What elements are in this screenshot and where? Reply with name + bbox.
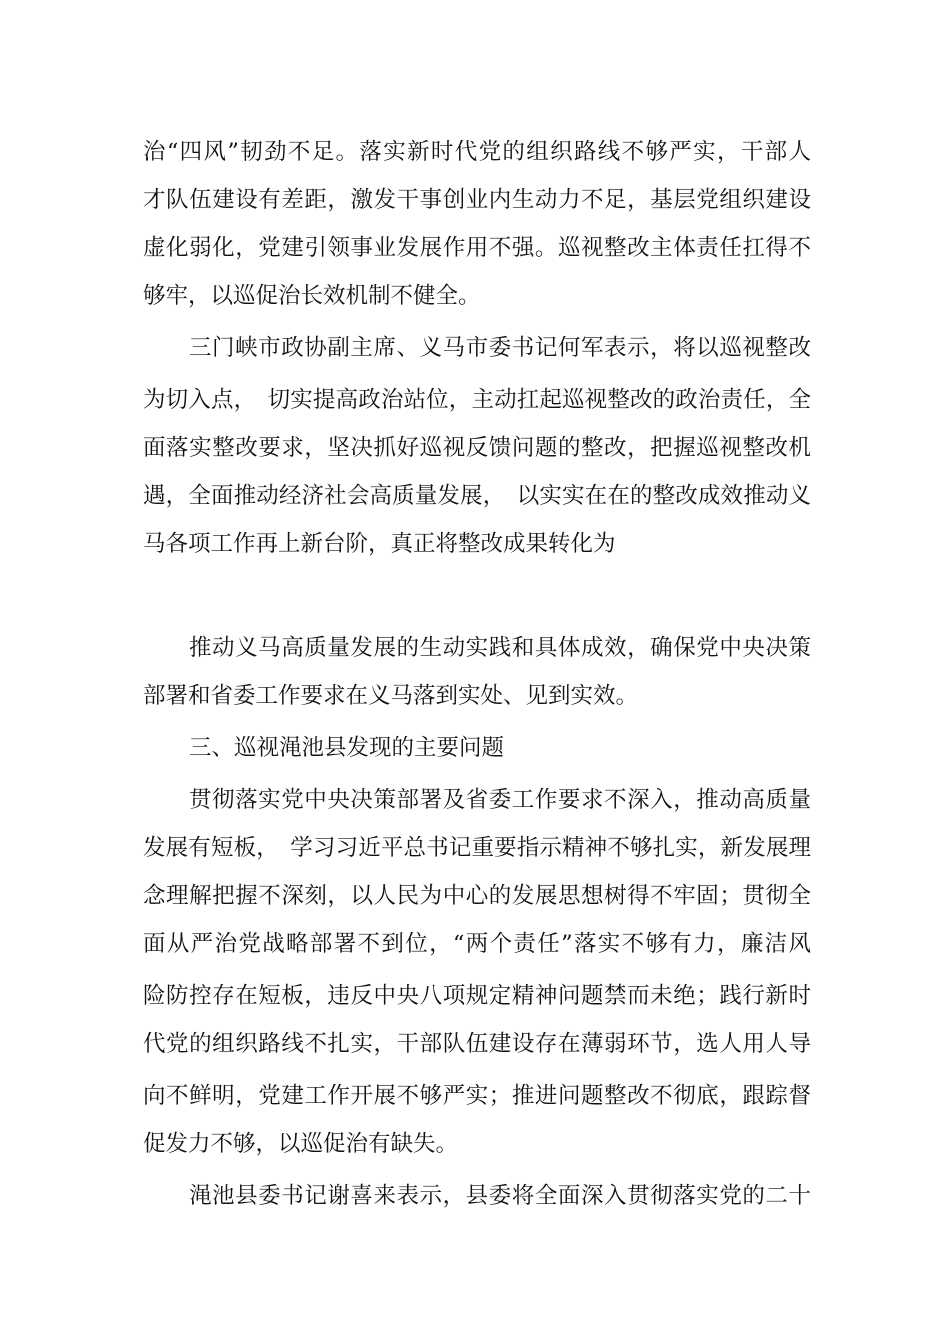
section-heading: 三、巡视渑池县发现的主要问题 [189,735,505,761]
text-line-16: 面从严治党战略部署不到位，“两个责任”落实不够有力，廉洁风 [143,931,811,957]
text-line-15: 念理解把握不深刻，以人民为中心的发展思想树得不牢固；贯彻全 [143,883,811,909]
text-line-11: 部署和省委工作要求在义马落到实处、见到实效。 [143,683,639,709]
text-line-7: 面落实整改要求，坚决抓好巡视反馈问题的整改，把握巡视整改机 [143,435,811,461]
text-line-14: 发展有短板， 学习习近平总书记重要指示精神不够扎实，新发展理 [143,835,811,861]
text-line-4: 够牢，以巡促治长效机制不健全。 [143,283,481,309]
text-line-19: 向不鲜明，党建工作开展不够严实；推进问题整改不彻底，跟踪督 [143,1083,811,1109]
text-line-10: 推动义马高质量发展的生动实践和具体成效，确保党中央决策 [189,635,811,661]
text-line-6: 为切入点， 切实提高政治站位，主动扛起巡视整改的政治责任，全 [143,387,811,413]
text-line-2: 才队伍建设有差距，激发干事创业内生动力不足，基层党组织建设 [143,187,811,213]
text-line-13: 贯彻落实党中央决策部署及省委工作要求不深入，推动高质量 [189,787,811,813]
text-line-1: 治“四风”韧劲不足。落实新时代党的组织路线不够严实，干部人 [143,139,811,165]
text-line-20: 促发力不够，以巡促治有缺失。 [143,1131,459,1157]
text-line-18: 代党的组织路线不扎实，干部队伍建设存在薄弱环节，选人用人导 [143,1031,811,1057]
text-line-5: 三门峡市政协副主席、义马市委书记何军表示，将以巡视整改 [189,335,811,361]
text-line-3: 虚化弱化，党建引领事业发展作用不强。巡视整改主体责任扛得不 [143,235,811,261]
text-line-9: 马各项工作再上新台阶，真正将整改成果转化为 [143,531,616,557]
text-line-17: 险防控存在短板，违反中央八项规定精神问题禁而未绝；践行新时 [143,983,811,1009]
text-line-21: 渑池县委书记谢喜来表示，县委将全面深入贯彻落实党的二十 [189,1183,811,1209]
text-line-8: 遇，全面推动经济社会高质量发展， 以实实在在的整改成效推动义 [143,483,811,509]
